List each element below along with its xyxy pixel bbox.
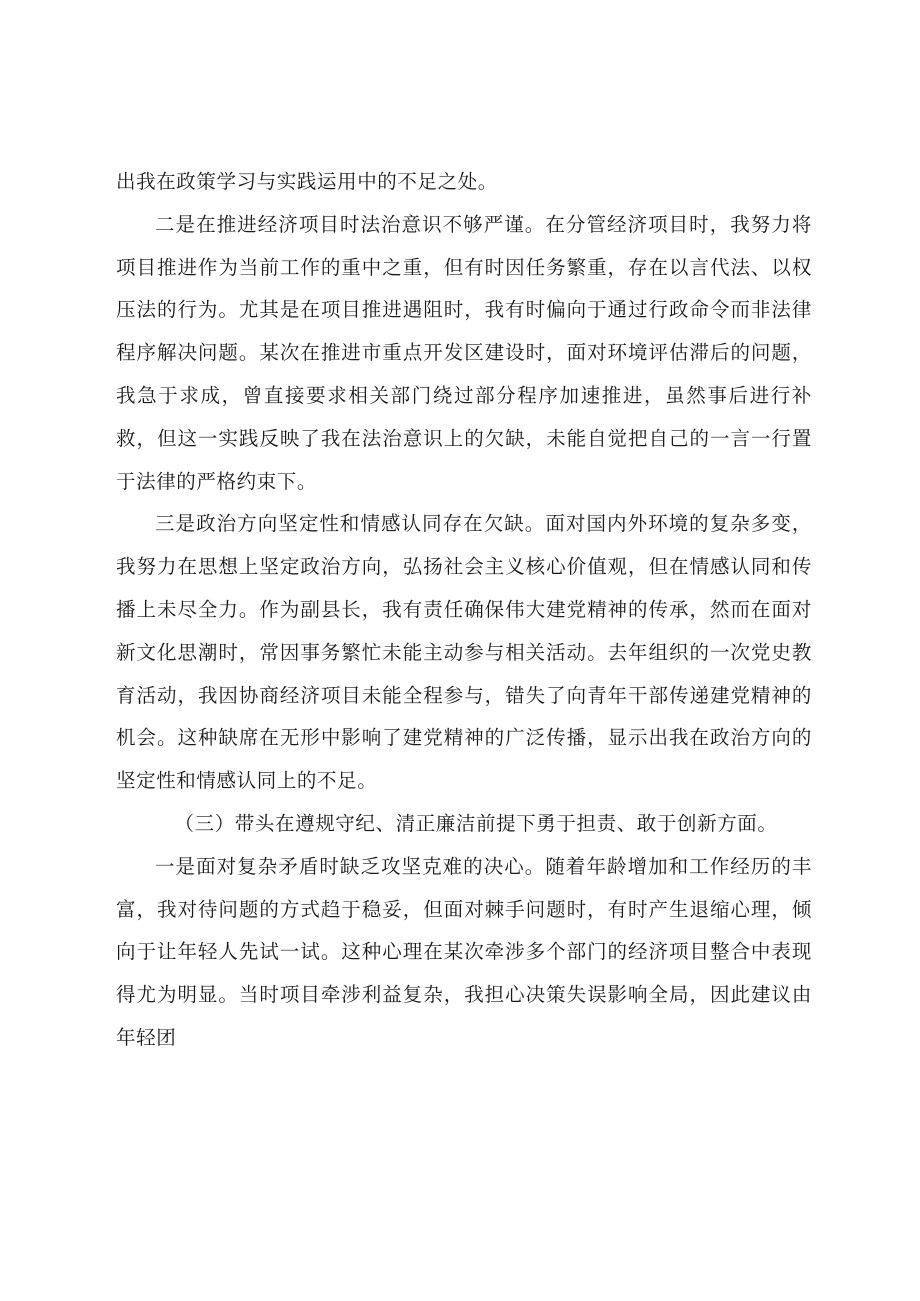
paragraph-political-direction: 三是政治方向坚定性和情感认同存在欠缺。面对国内外环境的复杂多变，我努力在思想上坚定政治方向，弘扬社会主义核心价值观，但在情感认同和传播上未尽全力。作为副县长，我有责任确保伟大建党精神的传承，然而在面对新文化思潮时，常因事务繁忙未能主动参与相关活动。去年组织的一次党史教育活动，我因协商经济项目未能全程参与，错失了向青年干部传递建党精神的机会。这种缺席在无形中影响了建党精神的广泛传播，显示出我在政治方向的坚定性和情感认同上的不足。 <box>116 512 812 793</box>
paragraph-tackling-difficulties: 一是面对复杂矛盾时缺乏攻坚克难的决心。随着年龄增加和工作经历的丰富，我对待问题的方式趋于稳妥，但面对棘手问题时，有时产生退缩心理，倾向于让年轻人先试一试。这种心理在某次牵涉多个部门的经济项目整合中表现得尤为明显。当时项目牵涉利益复杂，我担心决策失误影响全局，因此建议由年轻团 <box>116 854 812 1049</box>
document-body <box>116 161 812 1060</box>
section-heading: （三）带头在遵规守纪、清正廉洁前提下勇于担责、敢于创新方面。 <box>174 811 778 835</box>
paragraph-continuation: 出我在政策学习与实践运用中的不足之处。 <box>116 170 498 193</box>
paragraph-legal-awareness: 二是在推进经济项目时法治意识不够严谨。在分管经济项目时，我努力将项目推进作为当前工作的重中之重，但有时因任务繁重，存在以言代法、以权压法的行为。尤其是在项目推进遇阻时，我有时偏向于通过行政命令而非法律程序解决问题。某次在推进市重点开发区建设时，面对环境评估滞后的问题，我急于求成，曾直接要求相关部门绕过部分程序加速推进，虽然事后进行补救，但这一实践反映了我在法治意识上的欠缺，未能自觉把自己的一言一行置于法律的严格约束下。 <box>116 212 812 493</box>
